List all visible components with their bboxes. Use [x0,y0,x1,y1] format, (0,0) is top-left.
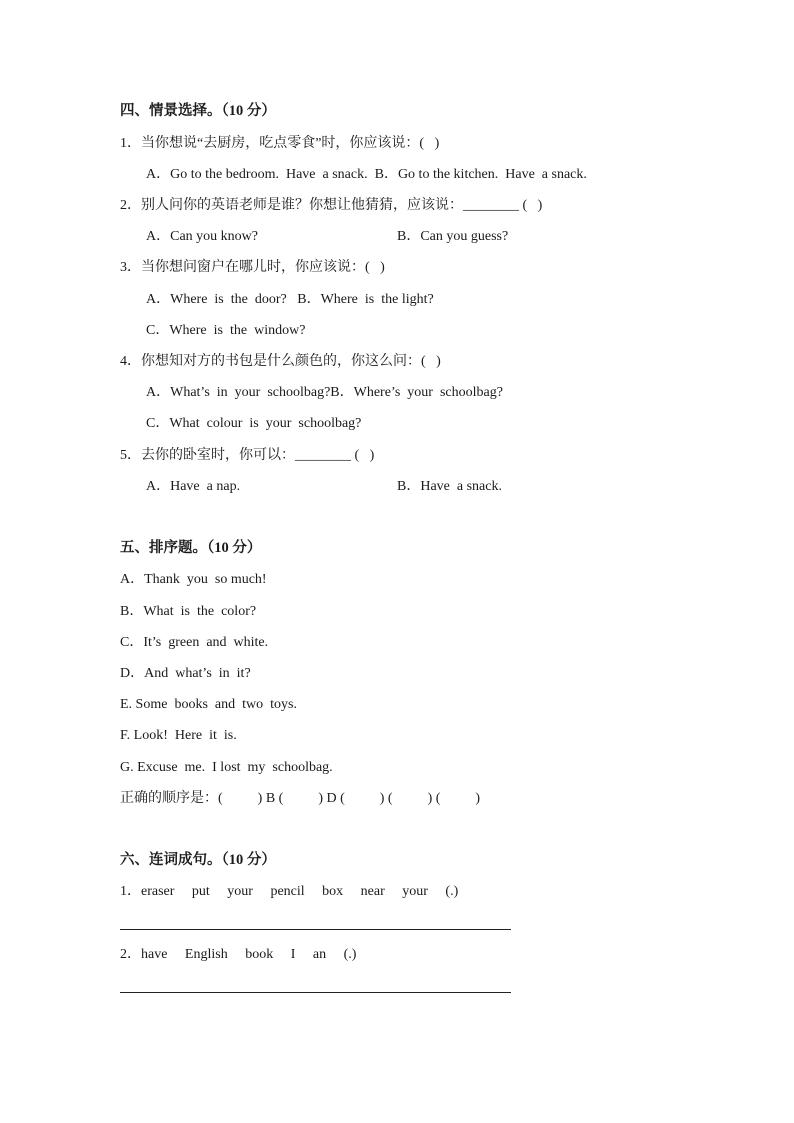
question-4-5-option-b: B．Have a snack. [397,479,502,494]
section-4-heading: 四、情景选择。（10 分） [120,103,276,119]
question-4-4-stem: 4．你想知对方的书包是什么颜色的，你这么问：( ) [120,354,441,369]
question-4-4-option-c: C．What colour is your schoolbag? [146,416,362,431]
section-5-heading: 五、排序题。（10 分） [120,540,262,556]
question-4-2-stem: 2．别人问你的英语老师是谁？你想让他猜猜，应该说：________ ( ) [120,198,543,213]
question-4-4-options-ab: A．What’s in your schoolbag?B．Where’s your schoolbag? [146,385,503,400]
question-4-5-option-a: A．Have a nap. [146,479,241,494]
question-4-3-option-c: C．Where is the window? [146,323,306,338]
answer-line-2 [120,992,511,993]
sentence-e: E. Some books and two toys. [120,697,297,712]
sentence-g: G. Excuse me. I lost my schoolbag. [120,760,333,775]
question-4-1-options: A．Go to the bedroom. Have a snack. B．Go to the kitchen. Have a snack. [146,167,587,182]
section-6-heading: 六、连词成句。（10 分） [120,852,276,868]
sentence-a: A．Thank you so much! [120,572,267,587]
answer-line-1 [120,929,511,930]
sentence-d: D．And what’s in it? [120,666,251,681]
question-6-1: 1．eraser put your pencil box near your (.) [120,884,459,899]
sentence-b: B．What is the color? [120,604,257,619]
question-4-3-options-ab: A．Where is the door? B．Where is the light? [146,292,434,307]
question-4-3-stem: 3．当你想问窗户在哪儿时，你应该说：( ) [120,260,385,275]
question-6-2: 2．have English book I an (.) [120,947,357,962]
question-4-5-stem: 5．去你的卧室时，你可以：________ ( ) [120,448,375,463]
question-4-2-option-b: B．Can you guess? [397,229,509,244]
order-answer-line: 正确的顺序是：( ) B ( ) D ( ) ( ) ( ) [120,791,481,806]
sentence-f: F. Look! Here it is. [120,728,237,743]
question-4-1-stem: 1．当你想说“去厨房，吃点零食”时，你应该说：( ) [120,136,440,151]
question-4-2-option-a: A．Can you know? [146,229,258,244]
sentence-c: C．It’s green and white. [120,635,269,650]
